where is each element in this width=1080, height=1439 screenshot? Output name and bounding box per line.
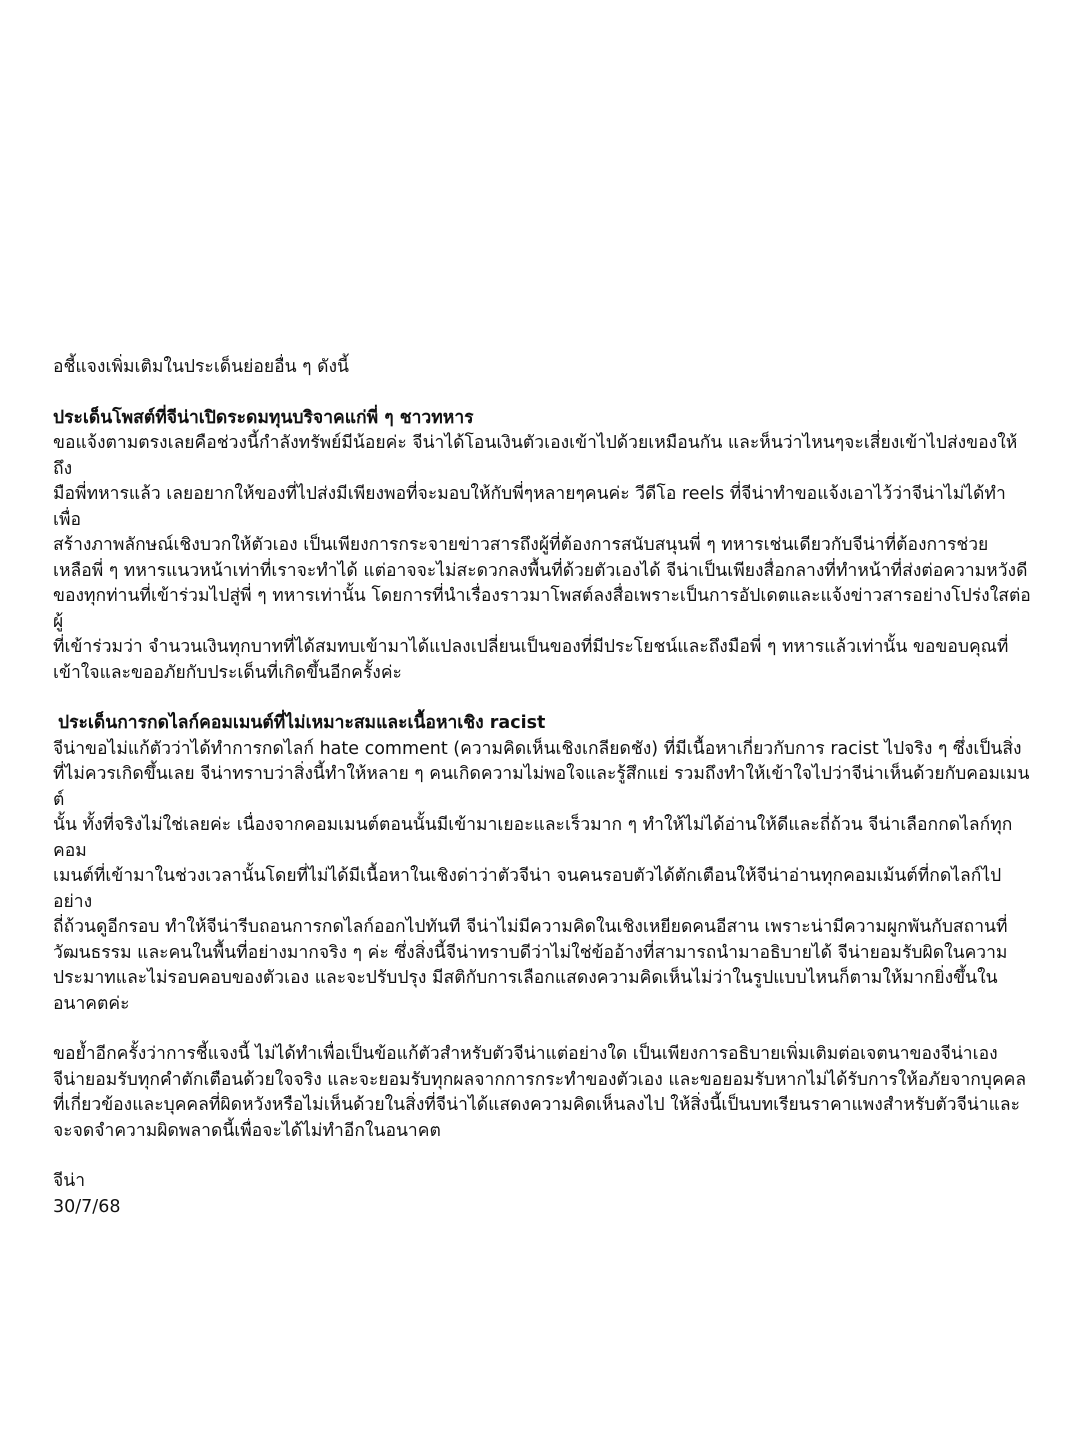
paragraph-line: ของทุกท่านที่เข้าร่วมไปสู่พี่ ๆ ทหารเท่านั้น โดยการที่นำเรื่องราวมาโพสต์ลงสื่อเพราะเป็นการอัปเดตและแจ้งข่าวสารอย่างโปร่งใสต่อผู้ (53, 586, 1031, 632)
paragraph-line: จีน่าขอไม่แก้ตัวว่าได้ทำการกดไลก์ hate comment (ความคิดเห็นเชิงเกลียดชัง) ที่มีเนื้อหาเกี่ยวกับการ racist ไปจริง ๆ ซึ่งเป็นสิ่ง (53, 738, 1022, 759)
paragraph-line: วัฒนธรรม และคนในพื้นที่อย่างมากจริง ๆ ค่ะ ซึ่งสิ่งนี้จีน่าทราบดีว่าไม่ใช่ข้ออ้างที่สามารถนำมาอธิบายได้ จีน่ายอมรับผิดในความ (53, 942, 1008, 963)
paragraph-line: นั้น ทั้งที่จริงไม่ใช่เลยค่ะ เนื่องจากคอมเมนต์ตอนนั้นมีเข้ามาเยอะและเร็วมาก ๆ ทำให้ไม่ได้อ่านให้ดีและถี่ถ้วน จีน่าเลือกกดไลก์ทุกคอม (53, 815, 1013, 861)
signature: จีน่า (53, 1171, 86, 1191)
section-heading-comment-like: ประเด็นการกดไลก์คอมเมนต์ที่ไม่เหมาะสมและเนื้อหาเชิง racist (58, 713, 546, 733)
paragraph-line: สร้างภาพลักษณ์เชิงบวกให้ตัวเอง เป็นเพียงการกระจายข่าวสารถึงผู้ที่ต้องการสนับสนุนพี่ ๆ ทหารเช่นเดียวกับจีน่าที่ต้องการช่วย (53, 535, 989, 555)
paragraph-line: มือพี่ทหารแล้ว เลยอยากให้ของที่ไปส่งมีเพียงพอที่จะมอบให้กับพี่ๆหลายๆคนค่ะ วีดีโอ reels ที่จีน่าทำขอแจ้งเอาไว้ว่าจีน่าไม่ได้ทำเพื่อ (53, 484, 1006, 530)
paragraph-line: ที่เกี่ยวข้องและบุคคลที่ผิดหวังหรือไม่เห็นด้วยในสิ่งที่จีน่าได้แสดงความคิดเห็นลงไป ให้สิ่งนี้เป็นบทเรียนราคาแพงสำหรับตัวจีน่าและ (53, 1095, 1021, 1115)
paragraph-line: ที่ไม่ควรเกิดขึ้นเลย จีน่าทราบว่าสิ่งนี้ทำให้หลาย ๆ คนเกิดความไม่พอใจและรู้สึกแย่ รวมถึงทำให้เข้าใจไปว่าจีน่าเห็นด้วยกับคอมเมนต์ (53, 764, 1030, 810)
closing-paragraph (53, 1042, 1033, 1144)
paragraph-line: ที่เข้าร่วมว่า จำนวนเงินทุกบาทที่ได้สมทบเข้ามาได้แปลงเปลี่ยนเป็นของที่มีประโยชน์และถึงมือพี่ ๆ ทหารแล้วเท่านั้น ขอขอบคุณที่ (53, 637, 1009, 657)
section-heading-fundraising: ประเด็นโพสต์ที่จีน่าเปิดระดมทุนบริจาคแก่พี่ ๆ ชาวทหาร (53, 407, 474, 428)
intro-line: อชี้แจงเพิ่มเติมในประเด็นย่อยอื่น ๆ ดังนี้ (53, 357, 350, 377)
spacer (53, 686, 1033, 711)
section-body-fundraising (53, 431, 1033, 686)
paragraph-line: จะจดจำความผิดพลาดนี้เพื่อจะได้ไม่ทำอีกในอนาคต (53, 1120, 441, 1141)
paragraph-line: อนาคตค่ะ (53, 993, 130, 1014)
paragraph-line: ขอแจ้งตามตรงเลยคือช่วงนี้กำลังทรัพย์มีน้อยค่ะ จีน่าได้โอนเงินตัวเองเข้าไปด้วยเหมือนกัน และห็นว่าไหนๆจะเสี่ยงเข้าไปส่งของให้ถึง (53, 433, 1018, 479)
spacer (53, 1144, 1033, 1169)
date: 30/7/68 (53, 1196, 121, 1217)
spacer (53, 1017, 1033, 1042)
section-body-comment-like (53, 737, 1033, 1018)
paragraph-line: เมนต์ที่เข้ามาในช่วงเวลานั้นโดยที่ไม่ได้มีเนื้อหาในเชิงด่าว่าตัวจีน่า จนคนรอบตัวได้ตักเตือนให้จีน่าอ่านทุกคอมเม้นต์ที่กดไลก์ไปอย่าง (53, 866, 1002, 912)
paragraph-line: ประมาทและไม่รอบคอบของตัวเอง และจะปรับปรุง มีสติกับการเลือกแสดงความคิดเห็นไม่ว่าในรูปแบบไหนก็ตามให้มากยิ่งขึ้นใน (53, 968, 998, 988)
paragraph-line: เหลือพี่ ๆ ทหารแนวหน้าเท่าที่เราจะทำได้ แต่อาจจะไม่สะดวกลงพื้นที่ด้วยตัวเองได้ จีน่าเป็นเพียงสื่อกลางที่ทำหน้าที่ส่งต่อความหวังดี (53, 560, 1028, 581)
paragraph-line: เข้าใจและขออภัยกับประเด็นที่เกิดขึ้นอีกครั้งค่ะ (53, 662, 402, 683)
paragraph-line: ถี่ถ้วนดูอีกรอบ ทำให้จีน่ารีบถอนการกดไลก์ออกไปทันที จีน่าไม่มีความคิดในเชิงเหยียดคนอีสาน เพราะน่ามีความผูกพันกับสถานที่ (53, 917, 1008, 937)
paragraph-line: จีน่ายอมรับทุกคำตักเตือนด้วยใจจริง และจะยอมรับทุกผลจากการกระทำของตัวเอง และขอยอมรับหากไม่ได้รับการให้อภัยจากบุคคล (53, 1069, 1027, 1090)
spacer (53, 381, 1033, 406)
paragraph-line: ขอย้ำอีกครั้งว่าการชี้แจงนี้ ไม่ได้ทำเพื่อเป็นข้อแก้ตัวสำหรับตัวจีน่าแต่อย่างใด เป็นเพียงการอธิบายเพิ่มเติมต่อเจตนาของจีน่าเอง (53, 1044, 998, 1064)
statement-document (53, 355, 1033, 1220)
